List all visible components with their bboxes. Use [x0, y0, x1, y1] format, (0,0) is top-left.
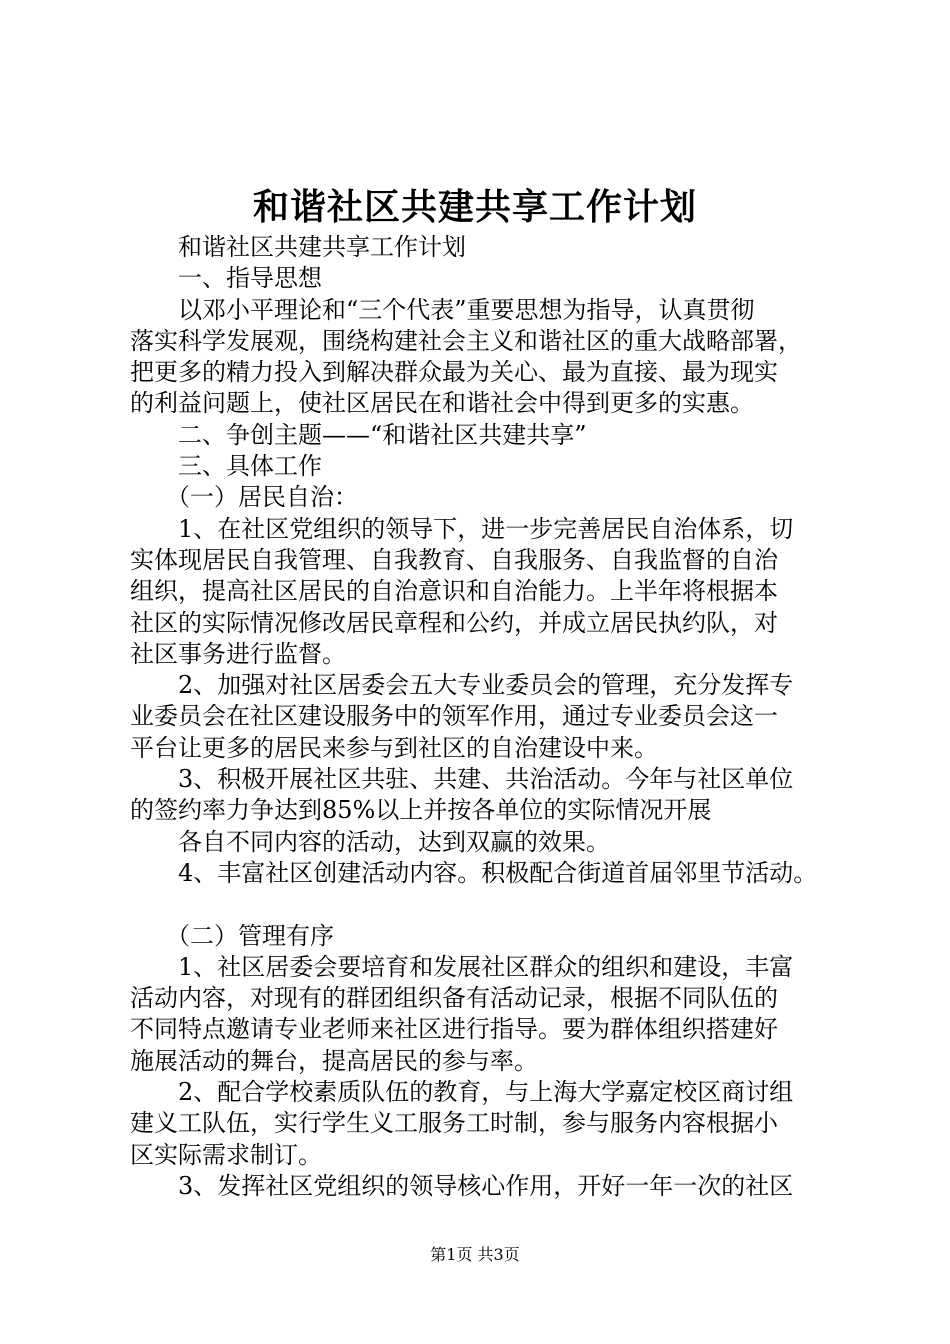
text-line: 1、在社区党组织的领导下，进一步完善居民自治体系，切	[178, 514, 794, 543]
text-line: 3、发挥社区党组织的领导核心作用，开好一年一次的社区	[178, 1171, 794, 1200]
text-line: 社区事务进行监督。	[130, 639, 346, 668]
text-line: 3、积极开展社区共驻、共建、共治活动。今年与社区单位	[178, 765, 794, 794]
document-title: 和谐社区共建共享工作计划	[252, 186, 697, 228]
text-line: 和谐社区共建共享工作计划	[178, 233, 466, 261]
text-line: 三、具体工作	[178, 452, 322, 481]
text-line: 各自不同内容的活动，达到双赢的效果。	[178, 827, 610, 856]
text-line: 二、争创主题——“和谐社区共建共享”	[178, 420, 587, 449]
paragraph	[130, 858, 850, 889]
text-line: 不同特点邀请专业老师来社区进行指导。要为群体组织搭建好	[130, 1015, 778, 1044]
text-line: 1、社区居委会要培育和发展社区群众的组织和建设，丰富	[178, 952, 794, 981]
text-line: 施展活动的舞台，提高居民的参与率。	[130, 1046, 538, 1075]
page-footer: 第1页 共3页	[430, 1245, 520, 1264]
text-line: 业委员会在社区建设服务中的领军作用，通过专业委员会这一	[130, 702, 778, 731]
text-line: 社区的实际情况修改居民章程和公约，并成立居民执约队，对	[130, 608, 778, 637]
text-line: 把更多的精力投入到解决群众最为关心、最为直接、最为现实	[130, 358, 778, 387]
text-line: 组织，提高社区居民的自治意识和自治能力。上半年将根据本	[130, 577, 778, 606]
paragraph	[130, 1171, 850, 1202]
paragraph	[130, 263, 850, 294]
text-line: 落实科学发展观，围绕构建社会主义和谐社区的重大战略部署，	[130, 326, 802, 355]
text-line: 4、丰富社区创建活动内容。积极配合街道首届邻里节活动。	[178, 858, 818, 887]
paragraph	[130, 451, 850, 482]
text-line: 区实际需求制订。	[130, 1140, 322, 1169]
blank-line	[130, 889, 850, 920]
paragraph	[130, 952, 850, 1077]
paragraph	[130, 921, 850, 952]
paragraph	[130, 764, 850, 827]
text-line: （一）居民自治：	[166, 483, 358, 512]
paragraph	[130, 295, 850, 420]
paragraph	[130, 420, 850, 451]
text-line: 建义工队伍，实行学生义工服务工时制，参与服务内容根据小	[130, 1109, 778, 1138]
paragraph	[130, 670, 850, 764]
text-line: 一、指导思想	[178, 264, 322, 293]
text-line: 实体现居民自我管理、自我教育、自我服务、自我监督的自治	[130, 545, 778, 574]
document-body	[130, 232, 850, 1202]
paragraph	[130, 482, 850, 513]
paragraph	[130, 827, 850, 858]
text-line: 2、加强对社区居委会五大专业委员会的管理，充分发挥专	[178, 671, 794, 700]
text-line: 平台让更多的居民来参与到社区的自治建设中来。	[130, 733, 658, 762]
text-line: （二）管理有序	[166, 921, 334, 950]
paragraph	[130, 514, 850, 670]
text-line: 活动内容，对现有的群团组织备有活动记录，根据不同队伍的	[130, 984, 778, 1013]
text-line: 以邓小平理论和“三个代表”重要思想为指导，认真贯彻	[178, 295, 755, 324]
text-line: 的签约率力争达到85%以上并按各单位的实际情况开展	[130, 796, 712, 825]
text-line: 的利益问题上，使社区居民在和谐社会中得到更多的实惠。	[130, 389, 754, 418]
paragraph	[130, 1077, 850, 1171]
text-line: 2、配合学校素质队伍的教育，与上海大学嘉定校区商讨组	[178, 1078, 794, 1107]
paragraph	[130, 232, 850, 263]
